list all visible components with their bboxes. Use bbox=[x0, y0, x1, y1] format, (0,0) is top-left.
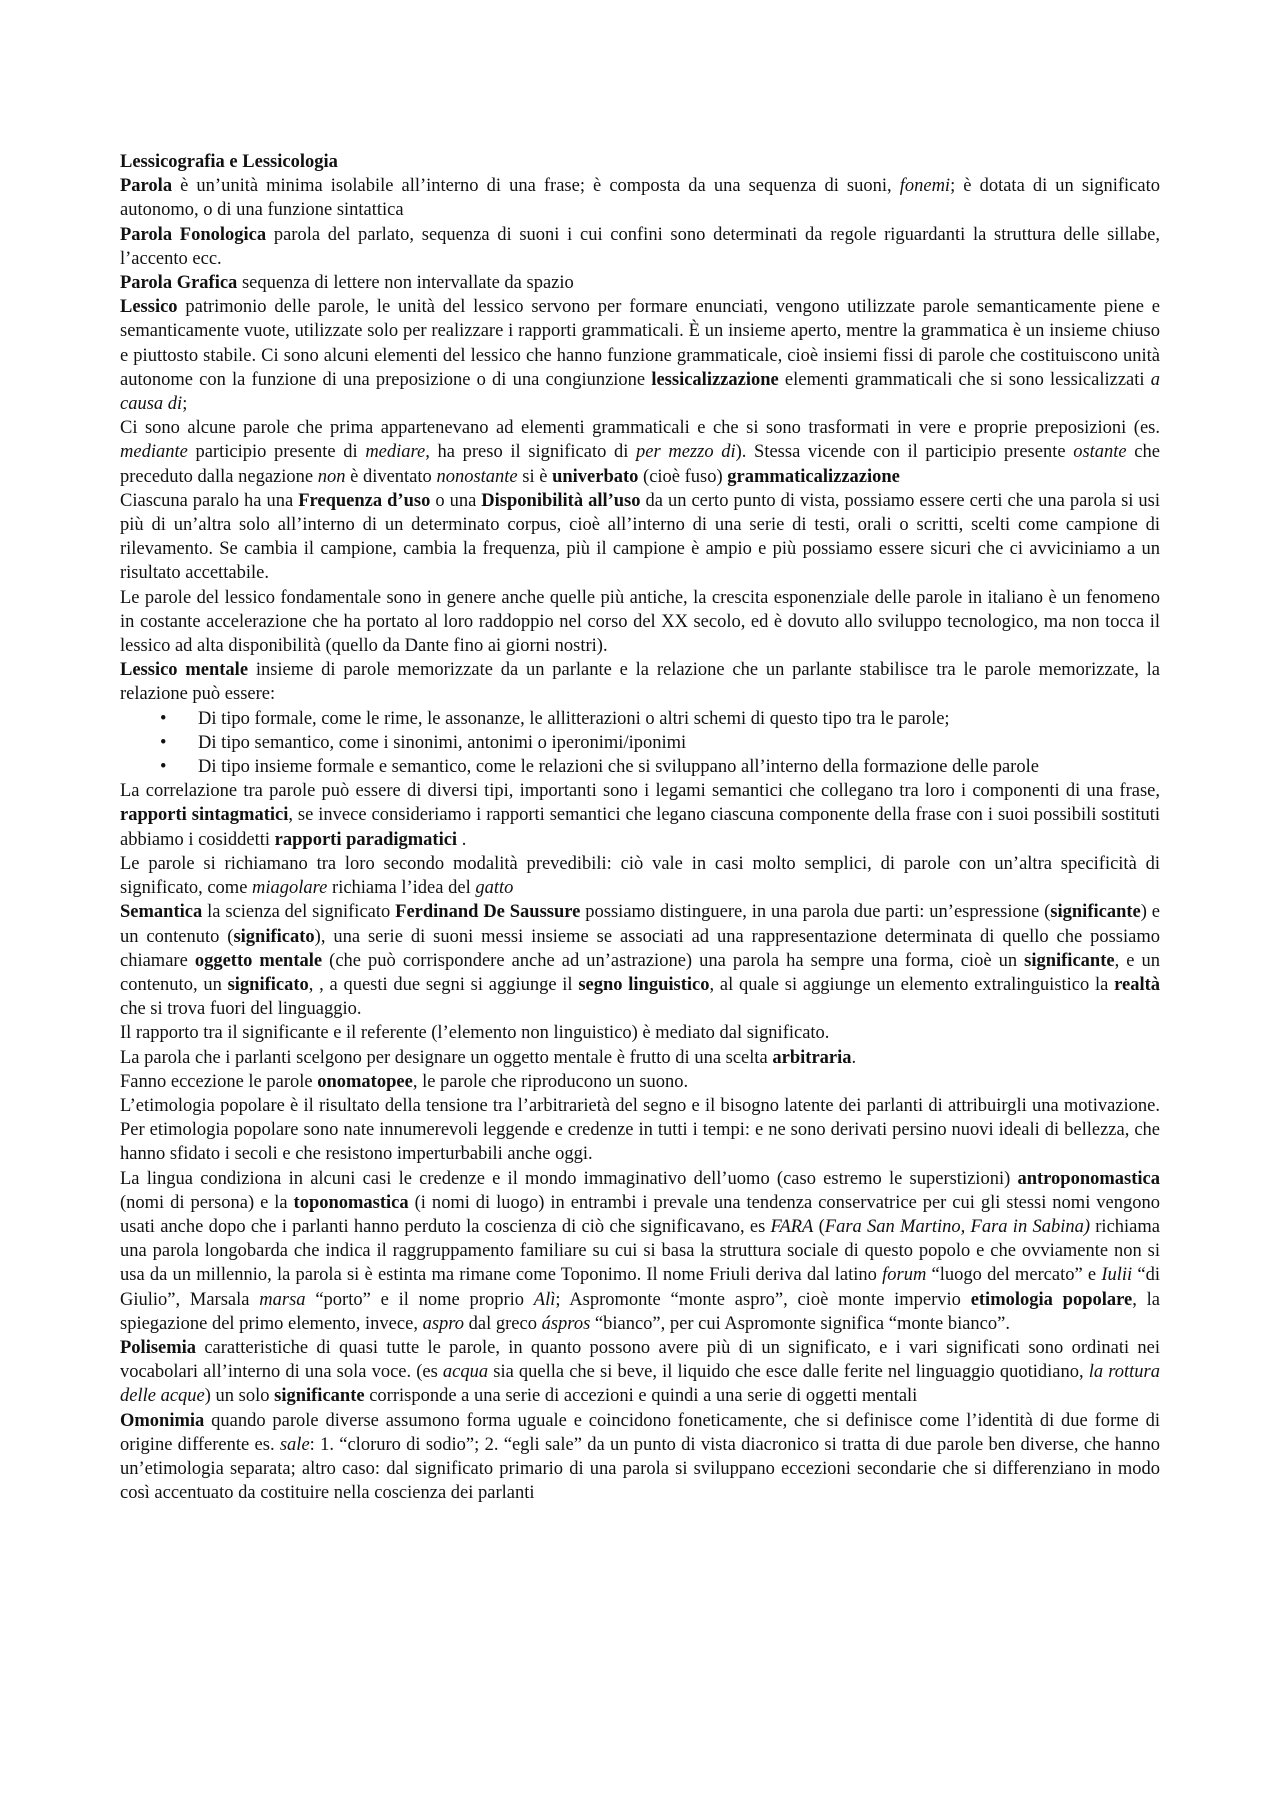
paragraph-richiamano: Le parole si richiamano tra loro secondo modalità prevedibili: ciò vale in casi molto semplici, di parole con un’altra specificità di significato, come miagolare richiama l’idea del gatto bbox=[120, 853, 1160, 899]
paragraph-lingua: La lingua condiziona in alcuni casi le credenze e il mondo immaginativo dell’uomo (caso estremo le superstizioni) antroponomastica (nomi di persona) e la toponomastica (i nomi di luogo) in entrambi i prevale una tendenza conservatrice per cui gli stessi nomi vengono usati anche dopo che i parlanti hanno perduto la coscienza di ciò che significavano, es FARA (Fara San Martino, Fara in Sabina) richiama una parola longobarda che indica il raggruppamento familiare su cui si basa la struttura sociale di questo popolo e che ovviamente non si usa da un millennio, la parola si è estinta ma rimane come Toponimo. Il nome Friuli deriva dal latino forum “luogo del mercato” e Iulii “di Giulio”, Marsala marsa “porto” e il nome proprio Alì; Aspromonte “monte aspro”, cioè monte impervio etimologia popolare, la spiegazione del primo elemento, invece, aspro dal greco áspros “bianco”, per cui Aspromonte significa “monte bianco”. bbox=[120, 1168, 1160, 1334]
paragraph-grammaticalizzazione: Ci sono alcune parole che prima appartenevano ad elementi grammaticali e che si sono trasformati in vere e proprie preposizioni (es. mediante participio presente di mediare, ha preso il significato di per mezzo di). Stessa vicende con il participio presente ostante che preceduto dalla negazione non è diventato nonostante si è univerbato (cioè fuso) grammaticalizzazione bbox=[120, 418, 1160, 487]
paragraph-lessico-fondamentale: Le parole del lessico fondamentale sono in genere anche quelle più antiche, la crescita esponenziale delle parole in italiano è un fenomeno in costante accelerazione che ha portato al loro raddoppio nel corso del XX secolo, ed è dovuto allo sviluppo tecnologico, ma non tocca il lessico ad alta disponibilità (quello da Dante fino ai giorni nostri). bbox=[120, 587, 1160, 657]
list-item: • Di tipo formale, come le rime, le assonanze, le allitterazioni o altri schemi di questo tipo tra le parole; bbox=[120, 707, 1160, 731]
paragraph-frequenza: Ciascuna paralo ha una Frequenza d’uso o una Disponibilità all’uso da un certo punto di vista, possiamo essere certi che una parola si usi più di un’altra solo all’interno di un determinato corpus, cioè all’interno di una serie di testi, orali o scritti, scelti come campione di rilevamento. Se cambia il campione, cambia la frequenza, più il campione è ampio e più possiamo essere sicuri che ci avviciniamo a un risultato accettabile. bbox=[120, 490, 1160, 584]
paragraph-parola-grafica: Parola Grafica sequenza di lettere non intervallate da spazio bbox=[120, 273, 574, 294]
paragraph-etimologia-popolare: L’etimologia popolare è il risultato della tensione tra l’arbitrarietà del segno e il bisogno latente dei parlanti di attribuirgli una motivazione. Per etimologia popolare sono nate innumerevoli leggende e credenze in tutti i tempi: e ne sono derivati persino nuovi ideali di bellezza, che hanno sfidato i secoli e che resistono imperturbabili anche oggi. bbox=[120, 1095, 1160, 1165]
list-item: • Di tipo insieme formale e semantico, come le relazioni che si sviluppano all’interno della formazione delle parole bbox=[120, 755, 1160, 779]
paragraph-polisemia: Polisemia caratteristiche di quasi tutte le parole, in quanto possono avere più di un significato, e i vari significati sono ordinati nei vocabolari all’interno di una sola voce. (es acqua sia quella che si beve, il liquido che esce dalle ferite nel linguaggio quotidiano, la rottura delle acque) un solo significante corrisponde a una serie di accezioni e quindi a una serie di oggetti mentali bbox=[120, 1337, 1161, 1407]
list-item: • Di tipo semantico, come i sinonimi, antonimi o iperonimi/iponimi bbox=[120, 731, 1160, 755]
paragraph-omonimia: Omonimia quando parole diverse assumono forma uguale e coincidono foneticamente, che si definisce come l’identità di due forme di origine differente es. sale: 1. “cloruro di sodio”; 2. “egli sale” da un punto di vista diacronico si tratta di due parole ben diverse, che hanno un’etimologia separata; altro caso: dal significato primario di una parola si sviluppano eccezioni secondarie che si differenziano in modo così accentuato da costituire nella coscienza dei parlanti bbox=[120, 1410, 1161, 1504]
paragraph-parola: Parola è un’unità minima isolabile all’interno di una frase; è composta da una sequenza di suoni, fonemi; è dotata di un significato autonomo, o di una funzione sintattica bbox=[120, 176, 1160, 221]
paragraph-semantica: Semantica la scienza del significato Ferdinand De Saussure possiamo distinguere, in una parola due parti: un’espressione (significante) e un contenuto (significato), una serie di suoni messi insieme se associati ad una rappresentazione determinata di quello che possiamo chiamare oggetto mentale (che può corrispondere anche ad un’astrazione) una parola ha sempre una forma, cioè un significante, e un contenuto, un significato, , a questi due segni si aggiunge il segno linguistico, al quale si aggiunge un elemento extralinguistico la realtà che si trova fuori del linguaggio. bbox=[120, 902, 1161, 1020]
document-title: Lessicografia e Lessicologia bbox=[120, 152, 338, 172]
paragraph-correlazione: La correlazione tra parole può essere di diversi tipi, importanti sono i legami semantici che collegano tra loro i componenti di una frase, rapporti sintagmatici, se invece consideriamo i rapporti semantici che legano ciascuna componente della frase con i suoi possibili sostituti abbiamo i cosiddetti rapporti paradigmatici . bbox=[120, 781, 1161, 850]
paragraph-lessico-mentale: Lessico mentale insieme di parole memorizzate da un parlante e la relazione che un parlante stabilisce tra le parole memorizzate, la relazione può essere: bbox=[120, 660, 1160, 705]
document-page bbox=[120, 150, 1160, 1505]
bullet-icon: • bbox=[160, 708, 167, 729]
paragraph-parola-fonologica: Parola Fonologica parola del parlato, sequenza di suoni i cui confini sono determinati da regole riguardanti la struttura delle sillabe, l’accento ecc. bbox=[120, 224, 1160, 269]
bullet-icon: • bbox=[160, 757, 167, 778]
paragraph-arbitraria: La parola che i parlanti scelgono per designare un oggetto mentale è frutto di una scelta arbitraria. bbox=[120, 1047, 857, 1068]
paragraph-onomatopee: Fanno eccezione le parole onomatopee, le parole che riproducono un suono. bbox=[120, 1071, 689, 1092]
relation-types-list bbox=[120, 707, 1160, 780]
paragraph-rapporto: Il rapporto tra il significante e il referente (l’elemento non linguistico) è mediato dal significato. bbox=[120, 1023, 830, 1044]
paragraph-lessico: Lessico patrimonio delle parole, le unità del lessico servono per formare enunciati, vengono utilizzate parole semanticamente piene e semanticamente vuote, utilizzate solo per realizzare i rapporti grammaticali. È un insieme aperto, mentre la grammatica è un insieme chiuso e piuttosto stabile. Ci sono alcuni elementi del lessico che hanno funzione grammaticale, cioè insiemi fissi di parole che costituiscono unità autonome con la funzione di una preposizione o di una congiunzione lessicalizzazione elementi grammaticali che si sono lessicalizzati a causa di; bbox=[120, 297, 1160, 415]
bullet-icon: • bbox=[160, 732, 167, 753]
